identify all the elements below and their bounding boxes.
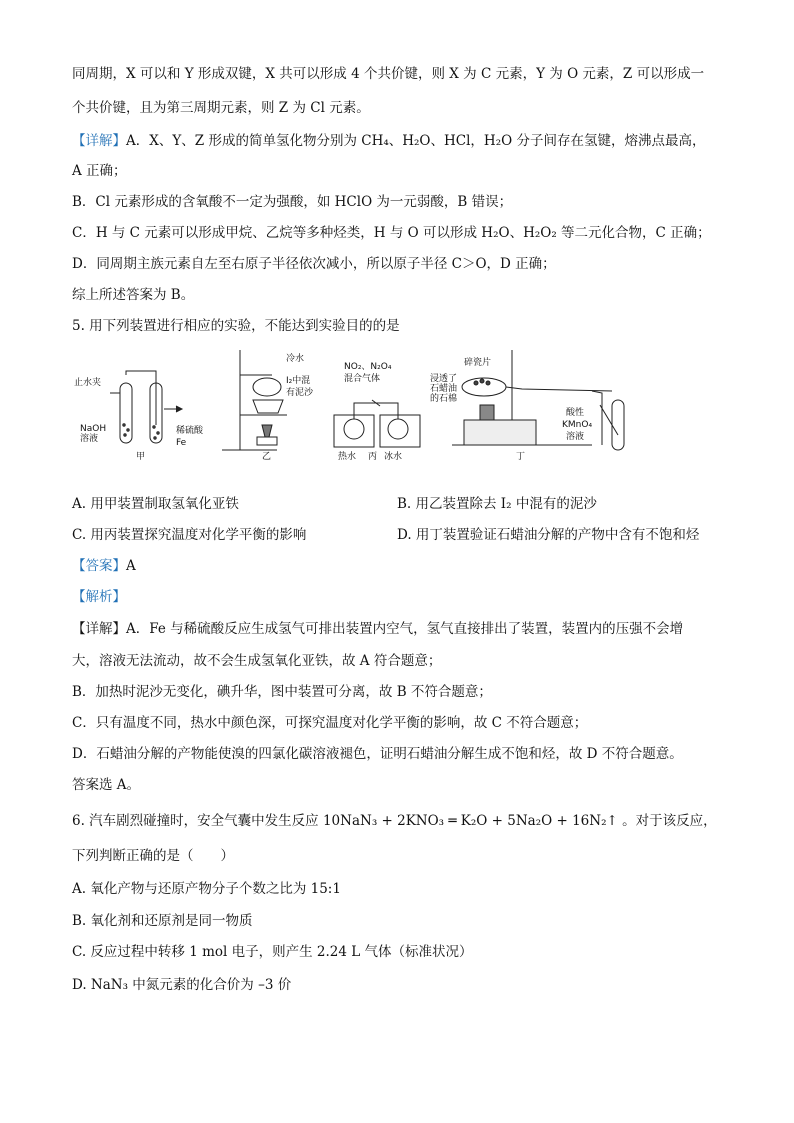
detail-line: 答案选 A。	[72, 777, 141, 793]
paragraph-line: 综上所述答案为 B。	[72, 287, 195, 303]
label-cold-water: 冷水	[286, 354, 305, 364]
answer-tag: 【答案】	[72, 558, 126, 574]
label-ice-water: 冰水	[384, 452, 403, 460]
label-i2-mix-2: 有泥沙	[286, 388, 314, 398]
q6-option-a: A. 氧化产物与还原产物分子个数之比为 15:1	[72, 881, 341, 897]
label-no2-n2o4: NO₂、N₂O₄	[344, 362, 392, 372]
apparatus-bing	[334, 400, 420, 447]
question-6-stem: 6. 汽车剧烈碰撞时，安全气囊中发生反应 10NaN₃ + 2KNO₃ ═ K₂O + 5Na₂O + 16N₂↑ 。对于该反应，	[72, 813, 717, 829]
paragraph-line: 个共价键，且为第三周期元素，则 Z 为 Cl 元素。	[72, 100, 370, 116]
paragraph-line: C．H 与 C 元素可以形成甲烷、乙烷等多种烃类，H 与 O 可以形成 H₂O、H₂O₂ 等二元化合物，C 正确；	[72, 225, 711, 241]
label-dilute-h2so4: 稀硫酸	[176, 426, 204, 436]
label-kmno4: KMnO₄	[562, 420, 593, 430]
detail-line: B．加热时泥沙无变化，碘升华，图中装置可分离，故 B 不符合题意；	[72, 684, 492, 700]
label-soaked-2: 石蜡油	[430, 384, 458, 394]
detail-text: A．Fe 与稀硫酸反应生成氢气可排出装置内空气，氢气直接排出了装置，装置内的压强不会增	[126, 621, 684, 637]
label-porcelain: 碎瓷片	[464, 358, 492, 368]
label-ding: 丁	[516, 452, 526, 460]
label-soaked-1: 浸透了	[430, 374, 458, 384]
detail-line: 大，溶液无法流动，故不会生成氢氧化亚铁，故 A 符合题意；	[72, 653, 442, 669]
label-soaked-3: 的石棉	[430, 394, 458, 404]
q6-option-b: B. 氧化剂和还原剂是同一物质	[72, 913, 253, 929]
q5-option-c: C. 用丙装置探究温度对化学平衡的影响	[72, 527, 307, 543]
detail-line: D．石蜡油分解的产物能使溴的四氯化碳溶液褪色，证明石蜡油分解生成不饱和烃，故 D 不符合题意。	[72, 746, 683, 762]
q6-option-d: D. NaN₃ 中氮元素的化合价为 –3 价	[72, 977, 292, 993]
label-naoh: NaOH	[80, 424, 107, 434]
label-jia: 甲	[136, 452, 146, 460]
paragraph-line: 同周期，X 可以和 Y 形成双键，X 共可以形成 4 个共价键，则 X 为 C 元素，Y 为 O 元素，Z 可以形成一	[72, 66, 705, 82]
analysis-tag: 【解析】	[72, 589, 126, 605]
detail-line	[72, 619, 732, 639]
question-6-stem-2: 下列判断正确的是（ ）	[72, 848, 234, 864]
label-solution: 溶液	[80, 434, 99, 444]
label-stop-clamp: 止水夹	[74, 378, 102, 388]
answer-value: A	[126, 558, 136, 574]
label-hot-water: 热水	[338, 452, 357, 460]
apparatus-figure	[72, 345, 732, 460]
label-yi: 乙	[262, 452, 272, 460]
q5-option-a: A. 用甲装置制取氢氧化亚铁	[72, 496, 239, 512]
q5-option-d: D. 用丁装置验证石蜡油分解的产物中含有不饱和烃	[397, 527, 700, 543]
detail-line: C．只有温度不同，热水中颜色深，可探究温度对化学平衡的影响，故 C 不符合题意；	[72, 715, 588, 731]
label-mixed-gas: 混合气体	[344, 374, 381, 384]
detail-tag: 【详解】	[72, 133, 126, 149]
q5-option-b: B. 用乙装置除去 I₂ 中混有的泥沙	[397, 496, 597, 512]
analysis-line	[72, 587, 732, 607]
q6-option-c: C. 反应过程中转移 1 mol 电子，则产生 2.24 L 气体（标准状况）	[72, 944, 473, 960]
apparatus-yi	[222, 350, 287, 450]
label-bing: 丙	[368, 452, 378, 460]
paragraph-line: D．同周期主族元素自左至右原子半径依次减小，所以原子半径 C＞O，D 正确；	[72, 256, 556, 272]
label-acidic: 酸性	[566, 408, 585, 418]
label-i2-mix-1: I₂中混	[286, 376, 311, 386]
detail-tag: 【详解】	[72, 621, 126, 637]
label-solution-2: 溶液	[566, 432, 585, 442]
answer-line	[72, 556, 732, 576]
question-5-stem: 5. 用下列装置进行相应的实验，不能达到实验目的的是	[72, 318, 400, 334]
detail-line	[72, 131, 732, 151]
paragraph-line: A 正确；	[72, 163, 127, 179]
label-fe: Fe	[176, 438, 187, 448]
detail-text: A．X、Y、Z 形成的简单氢化物分别为 CH₄、H₂O、HCl，H₂O 分子间存在氢键，熔沸点最高，	[126, 133, 706, 149]
paragraph-line: B．Cl 元素形成的含氧酸不一定为强酸，如 HClO 为一元弱酸，B 错误；	[72, 194, 513, 210]
apparatus-jia	[110, 371, 182, 443]
